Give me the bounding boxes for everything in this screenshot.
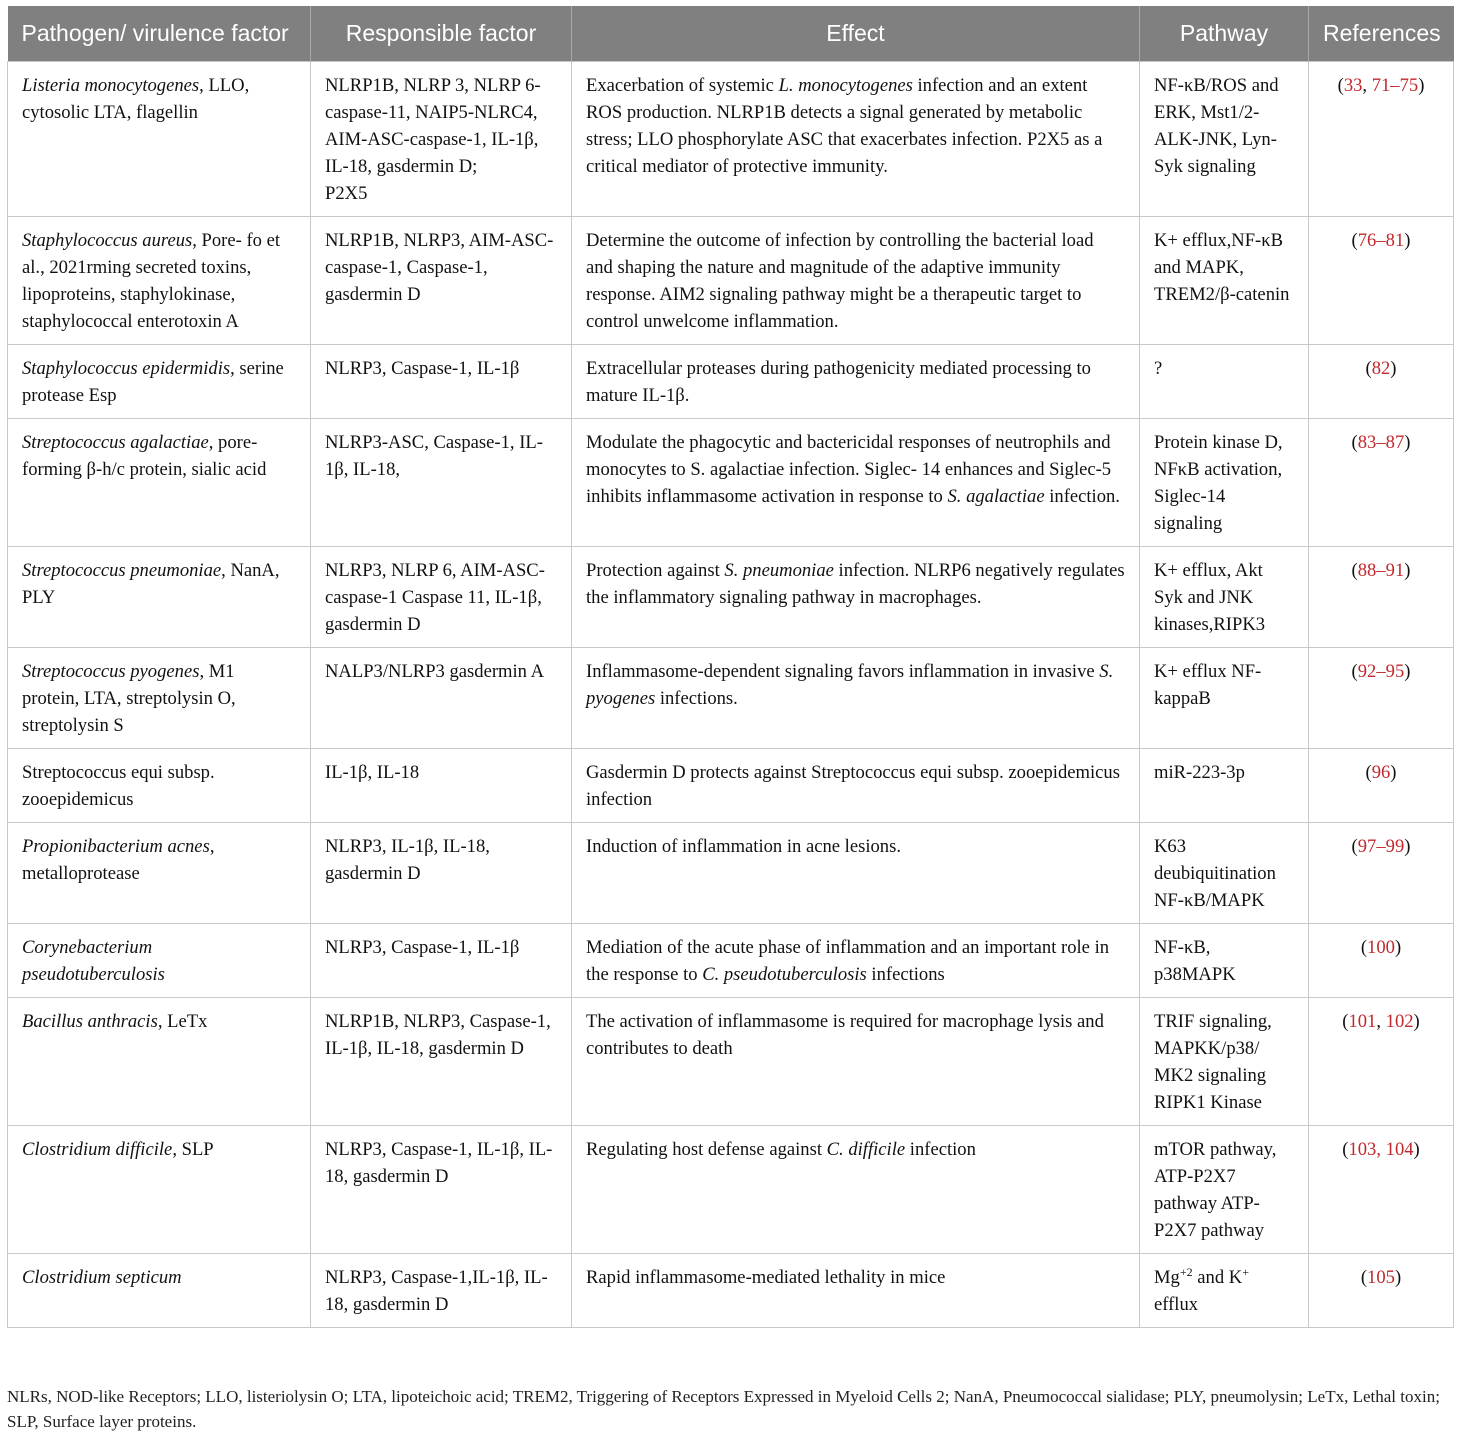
ref-bracket: ): [1404, 836, 1411, 857]
pathogen-name: Streptococcus pneumoniae: [22, 560, 222, 581]
reference-link[interactable]: 76–81: [1357, 230, 1405, 251]
effect-italic: S. pyogenes: [586, 661, 1114, 709]
effect-text: Regulating host defense against: [586, 1139, 827, 1160]
cell-references: [1309, 62, 1454, 217]
cell-references: [1309, 998, 1454, 1126]
pathogen-details: , metalloprotease: [22, 836, 215, 884]
ref-bracket: ): [1404, 560, 1411, 581]
effect-text: Gasdermin D protects against Streptococcus equi subsp. zooepidemicus infection: [586, 762, 1120, 810]
cell-effect: [572, 217, 1140, 345]
cell-factor: NLRP3-ASC, Caspase-1, IL-1β, IL-18,: [311, 419, 572, 547]
pathway-text: efflux: [1154, 1294, 1199, 1315]
table-row: [8, 998, 1454, 1126]
effect-italic: S. pneumoniae: [724, 560, 834, 581]
table-row: [8, 217, 1454, 345]
pathogen-name: Staphylococcus epidermidis: [22, 358, 231, 379]
table-row: [8, 924, 1454, 998]
superscript: +2: [1179, 1264, 1193, 1279]
cell-pathogen: [8, 547, 311, 648]
cell-factor: NLRP1B, NLRP3, AIM-ASC-caspase-1, Caspase-1, gasdermin D: [311, 217, 572, 345]
cell-references: [1309, 924, 1454, 998]
cell-references: [1309, 823, 1454, 924]
table-row: [8, 749, 1454, 823]
cell-factor: IL-1β, IL-18: [311, 749, 572, 823]
reference-link[interactable]: 97–99: [1357, 836, 1405, 857]
cell-effect: [572, 1254, 1140, 1328]
ref-bracket: (: [1360, 937, 1368, 958]
effect-text: infection.: [1044, 486, 1120, 507]
cell-effect: [572, 648, 1140, 749]
cell-effect: [572, 62, 1140, 217]
ref-bracket: ): [1404, 432, 1411, 453]
table-row: [8, 1254, 1454, 1328]
pathogen-name: Clostridium difficile: [22, 1139, 173, 1160]
pathogen-details: Streptococcus equi subsp. zooepidemicus: [22, 762, 215, 810]
ref-separator: ,: [1376, 1011, 1386, 1032]
ref-bracket: (: [1365, 762, 1372, 783]
cell-pathogen: [8, 648, 311, 749]
pathogen-name: Streptococcus agalactiae: [22, 432, 209, 453]
header-references: References: [1309, 6, 1454, 62]
pathogen-name: Bacillus anthracis: [22, 1011, 158, 1032]
pathogen-details: , LLO, cytosolic LTA, flagellin: [22, 75, 250, 123]
effect-text: Induction of inflammation in acne lesions.: [586, 836, 901, 857]
effect-text: infections: [866, 964, 945, 985]
cell-pathogen: [8, 924, 311, 998]
effect-text: Mediation of the acute phase of inflammation and an important role in the response to: [586, 937, 1110, 985]
ref-bracket: ): [1404, 661, 1411, 682]
cell-factor: NLRP3, IL-1β, IL-18, gasdermin D: [311, 823, 572, 924]
ref-separator: ,: [1362, 75, 1372, 96]
pathogen-name: Listeria monocytogenes: [22, 75, 200, 96]
table-header-row: [8, 6, 1454, 62]
table-row: [8, 345, 1454, 419]
pathogen-table: [7, 6, 1454, 1328]
cell-factor: NLRP3, Caspase-1,IL-1β, IL-18, gasdermin D: [311, 1254, 572, 1328]
reference-link[interactable]: 101: [1348, 1011, 1377, 1032]
cell-pathway: [1140, 1254, 1309, 1328]
effect-text: Rapid inflammasome-mediated lethality in mice: [586, 1267, 946, 1288]
ref-bracket: (: [1365, 358, 1372, 379]
reference-link[interactable]: 82: [1371, 358, 1391, 379]
table-row: [8, 547, 1454, 648]
cell-factor: NLRP3, Caspase-1, IL-1β: [311, 924, 572, 998]
effect-italic: C. pseudotuberculosis: [702, 964, 867, 985]
cell-pathway: NF-κB, p38MAPK: [1140, 924, 1309, 998]
ref-bracket: (: [1360, 1267, 1368, 1288]
ref-bracket: ): [1394, 1267, 1402, 1288]
effect-text: infections.: [655, 688, 738, 709]
table-footnote: NLRs, NOD-like Receptors; LLO, listeriolysin O; LTA, lipoteichoic acid; TREM2, Triggering of Receptors Expressed in Myeloid Cells 2; NanA, Pneumococcal sialidase; PLY, pneumolysin; LeTx, Lethal toxin; SLP, Surface layer proteins.: [7, 1387, 1440, 1431]
ref-bracket: ): [1404, 230, 1411, 251]
cell-references: [1309, 345, 1454, 419]
reference-link[interactable]: 92–95: [1357, 661, 1405, 682]
ref-bracket: ): [1390, 762, 1397, 783]
ref-bracket: ): [1413, 1011, 1420, 1032]
effect-text: Inflammasome-dependent signaling favors inflammation in invasive: [586, 661, 1100, 682]
cell-factor: NLRP3, NLRP 6, AIM-ASC-caspase-1 Caspase 11, IL-1β, gasdermin D: [311, 547, 572, 648]
cell-pathway: K63 deubiquitination NF-κB/MAPK: [1140, 823, 1309, 924]
pathway-text: Mg: [1154, 1267, 1180, 1288]
effect-text: Modulate the phagocytic and bactericidal responses of neutrophils and monocytes to S. agalactiae infection. Siglec- 14 enhances and Siglec-5 inhibits inflammasome activation in response to: [586, 432, 1112, 507]
cell-factor: NLRP3, Caspase-1, IL-1β: [311, 345, 572, 419]
table-container: [7, 6, 1453, 1328]
cell-pathogen: [8, 62, 311, 217]
pathogen-name: Clostridium septicum: [22, 1267, 182, 1288]
reference-link[interactable]: 83–87: [1357, 432, 1405, 453]
cell-factor: NALP3/NLRP3 gasdermin A: [311, 648, 572, 749]
header-pathway: Pathway: [1140, 6, 1309, 62]
ref-bracket: (: [1351, 230, 1358, 251]
cell-references: [1309, 1254, 1454, 1328]
cell-pathogen: [8, 217, 311, 345]
cell-effect: [572, 345, 1140, 419]
effect-italic: C. difficile: [826, 1139, 906, 1160]
ref-bracket: (: [1351, 661, 1358, 682]
effect-text: The activation of inflammasome is required for macrophage lysis and contributes to death: [586, 1011, 1104, 1059]
effect-text: infection and an extent ROS production. NLRP1B detects a signal generated by metabolic stress; LLO phosphorylate ASC that exacerbates infection. P2X5 as a critical mediator of protective immunity.: [586, 75, 1103, 177]
cell-effect: [572, 547, 1140, 648]
ref-bracket: (: [1351, 560, 1358, 581]
pathogen-details: , pore-forming β-h/c protein, sialic acid: [22, 432, 267, 480]
header-factor: Responsible factor: [311, 6, 572, 62]
reference-link[interactable]: 105: [1367, 1267, 1395, 1288]
ref-bracket: (: [1342, 1011, 1349, 1032]
cell-pathogen: [8, 749, 311, 823]
table-row: [8, 419, 1454, 547]
cell-pathway: K+ efflux, Akt Syk and JNK kinases,RIPK3: [1140, 547, 1309, 648]
cell-effect: [572, 1126, 1140, 1254]
cell-pathogen: [8, 345, 311, 419]
reference-link[interactable]: 96: [1371, 762, 1391, 783]
effect-text: Determine the outcome of infection by controlling the bacterial load and shaping the nature and magnitude of the adaptive immunity response. AIM2 signaling pathway might be a therapeutic target to control unwelcome inflammation.: [586, 230, 1094, 332]
effect-text: Extracellular proteases during pathogenicity mediated processing to mature IL-1β.: [586, 358, 1091, 406]
cell-factor: NLRP1B, NLRP3, Caspase-1, IL-1β, IL-18, gasdermin D: [311, 998, 572, 1126]
cell-pathogen: [8, 823, 311, 924]
cell-factor: NLRP1B, NLRP 3, NLRP 6-caspase-11, NAIP5-NLRC4, AIM-ASC-caspase-1, IL-1β, IL-18, gasdermin D; P2X5: [311, 62, 572, 217]
ref-bracket: (: [1337, 75, 1344, 96]
ref-bracket: ): [1394, 937, 1402, 958]
ref-bracket: ): [1413, 1139, 1420, 1160]
cell-effect: [572, 749, 1140, 823]
cell-pathway: mTOR pathway, ATP-P2X7 pathway ATP-P2X7 pathway: [1140, 1126, 1309, 1254]
cell-pathogen: [8, 1126, 311, 1254]
header-effect: Effect: [572, 6, 1140, 62]
cell-effect: [572, 823, 1140, 924]
cell-pathway: Protein kinase D, NFκB activation, Siglec-14 signaling: [1140, 419, 1309, 547]
effect-text: Exacerbation of systemic: [586, 75, 779, 96]
pathogen-name: Streptococcus pyogenes: [22, 661, 200, 682]
effect-text: Protection against: [586, 560, 725, 581]
cell-references: [1309, 749, 1454, 823]
pathogen-details: , M1 protein, LTA, streptolysin O, streptolysin S: [22, 661, 236, 736]
effect-text: infection. NLRP6 negatively regulates the inflammatory signaling pathway in macrophages.: [586, 560, 1125, 608]
superscript: +: [1242, 1264, 1249, 1279]
pathogen-details: , serine protease Esp: [22, 358, 284, 406]
cell-references: [1309, 419, 1454, 547]
header-pathogen: Pathogen/ virulence factor: [8, 6, 311, 62]
cell-pathway: NF-κB/ROS and ERK, Mst1/2-ALK-JNK, Lyn-Syk signaling: [1140, 62, 1309, 217]
reference-link[interactable]: 103, 104: [1348, 1139, 1414, 1160]
cell-pathway: TRIF signaling, MAPKK/p38/ MK2 signaling RIPK1 Kinase: [1140, 998, 1309, 1126]
pathogen-name: Propionibacterium acnes: [22, 836, 210, 857]
cell-effect: [572, 419, 1140, 547]
effect-italic: S. agalactiae: [947, 486, 1045, 507]
cell-references: [1309, 547, 1454, 648]
cell-references: [1309, 1126, 1454, 1254]
pathogen-details: , SLP: [172, 1139, 214, 1160]
table-row: [8, 823, 1454, 924]
cell-pathogen: [8, 998, 311, 1126]
reference-link[interactable]: 102: [1385, 1011, 1414, 1032]
reference-link[interactable]: 88–91: [1357, 560, 1405, 581]
cell-pathogen: [8, 419, 311, 547]
cell-pathway: ?: [1140, 345, 1309, 419]
cell-pathogen: [8, 1254, 311, 1328]
ref-bracket: (: [1351, 836, 1358, 857]
reference-link[interactable]: 71–75: [1371, 75, 1419, 96]
cell-effect: [572, 924, 1140, 998]
table-row: [8, 62, 1454, 217]
cell-pathway: miR-223-3p: [1140, 749, 1309, 823]
ref-bracket: (: [1351, 432, 1358, 453]
reference-link[interactable]: 100: [1367, 937, 1395, 958]
cell-factor: NLRP3, Caspase-1, IL-1β, IL-18, gasdermin D: [311, 1126, 572, 1254]
cell-effect: [572, 998, 1140, 1126]
ref-bracket: ): [1390, 358, 1397, 379]
reference-link[interactable]: 33: [1343, 75, 1363, 96]
ref-bracket: ): [1418, 75, 1425, 96]
pathogen-details: , NanA, PLY: [22, 560, 280, 608]
pathway-text: and K: [1192, 1267, 1243, 1288]
cell-pathway: K+ efflux,NF-κB and MAPK, TREM2/β-catenin: [1140, 217, 1309, 345]
pathogen-name: Corynebacterium pseudotuberculosis: [22, 937, 165, 985]
effect-text: infection: [905, 1139, 976, 1160]
table-row: [8, 648, 1454, 749]
cell-references: [1309, 648, 1454, 749]
table-row: [8, 1126, 1454, 1254]
pathogen-details: , LeTx: [157, 1011, 208, 1032]
effect-italic: L. monocytogenes: [778, 75, 913, 96]
pathogen-name: Staphylococcus aureus: [22, 230, 193, 251]
cell-references: [1309, 217, 1454, 345]
cell-pathway: K+ efflux NF-kappaB: [1140, 648, 1309, 749]
ref-bracket: (: [1342, 1139, 1349, 1160]
pathogen-details: , Pore- fo et al., 2021rming secreted toxins, lipoproteins, staphylokinase, staphylococcal enterotoxin A: [22, 230, 281, 332]
